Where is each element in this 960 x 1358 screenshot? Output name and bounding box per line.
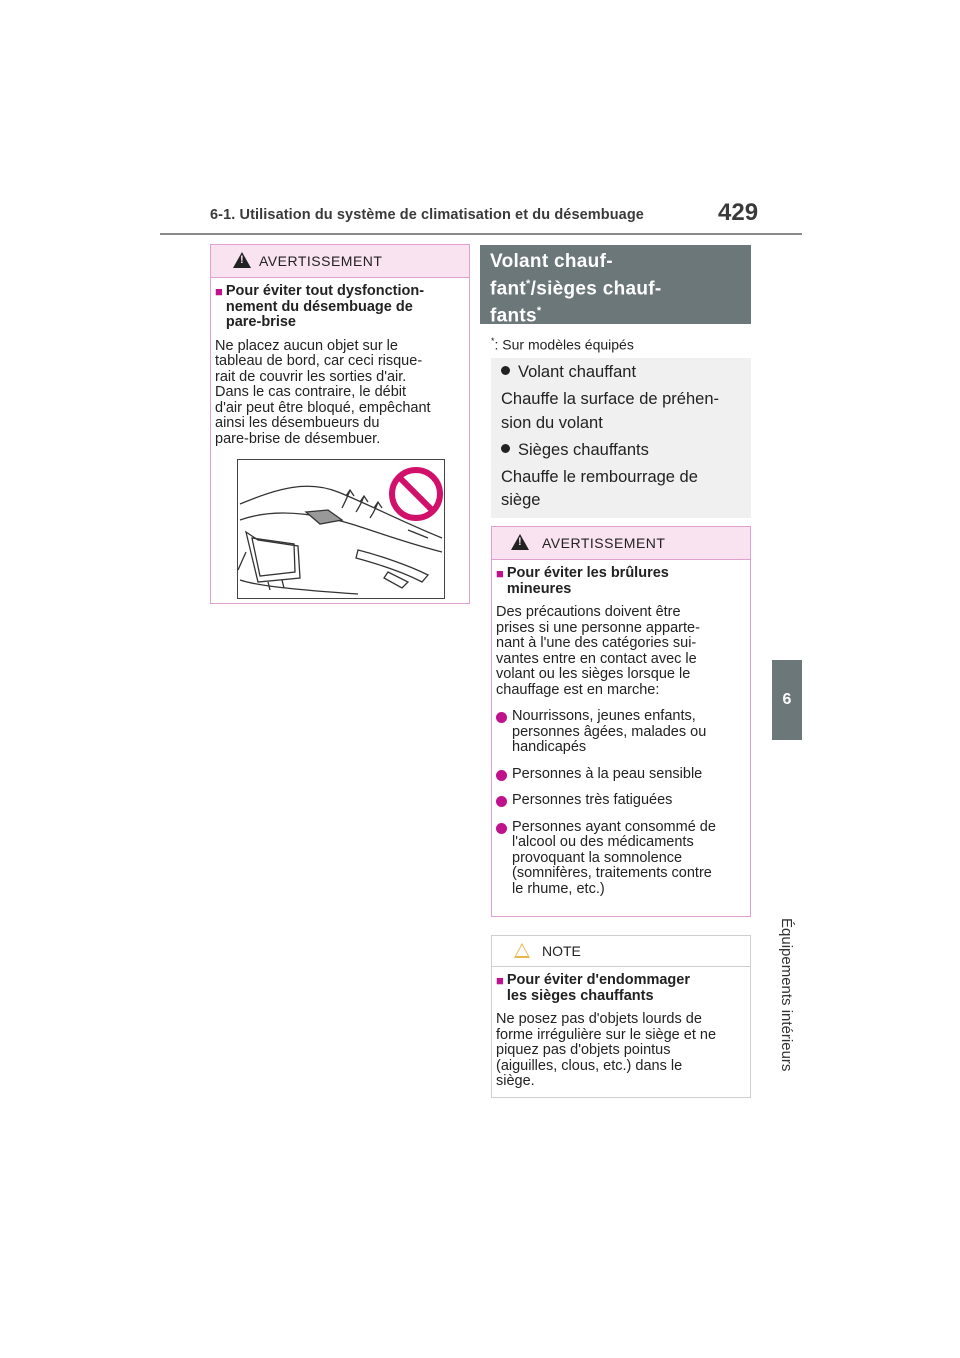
dot-bullet-icon xyxy=(496,712,507,723)
bullet-icon xyxy=(501,366,510,375)
page-number: 429 xyxy=(718,199,759,226)
square-bullet-icon: ■ xyxy=(215,284,223,299)
note-label: NOTE xyxy=(542,943,581,959)
square-bullet-icon: ■ xyxy=(496,973,504,988)
list-item: Personnes ayant consommé de l'alcool ou des médicaments provoquant la somnolence (somnifères, traitements contre le rhume, etc.) xyxy=(496,820,746,898)
warning-label: AVERTISSEMENT xyxy=(542,535,666,551)
info-desc-line: Chauffe la surface de préhen- xyxy=(501,390,720,408)
bullet-icon xyxy=(501,444,510,453)
note-box xyxy=(491,935,751,1098)
warning-header xyxy=(211,245,469,278)
dashboard-illustration xyxy=(237,459,445,599)
warning-heading: ■ Pour éviter les brûlures mineures xyxy=(496,565,669,597)
header-divider xyxy=(160,233,802,235)
square-bullet-icon: ■ xyxy=(496,566,504,581)
note-heading: ■ Pour éviter d'endommager les sièges chauffants xyxy=(496,972,690,1004)
chapter-tab-label xyxy=(752,918,795,1072)
footnote: *: Sur modèles équipés xyxy=(491,336,634,353)
section-heading-line2a: fant xyxy=(490,278,527,300)
info-desc-line: siège xyxy=(501,491,541,509)
warning-box-burns xyxy=(491,526,751,917)
warning-heading: ■ Pour éviter tout dysfonction- nement du désembuage de pare-brise xyxy=(215,283,425,330)
note-text: Ne posez pas d'objets lourds de forme irrégulière sur le siège et ne piquez pas d'objets pointus (aiguilles, clous, etc.) dans le siège. xyxy=(496,1011,717,1089)
dot-bullet-icon xyxy=(496,770,507,781)
note-header xyxy=(492,936,750,967)
warning-label: AVERTISSEMENT xyxy=(259,253,383,269)
caution-icon xyxy=(514,943,530,958)
warning-header xyxy=(492,527,750,560)
info-desc-line: sion du volant xyxy=(501,414,603,432)
asterisk: * xyxy=(526,278,531,290)
list-item: Personnes très fatiguées xyxy=(496,793,746,809)
section-heading-line2b: /sièges chauf- xyxy=(530,278,662,300)
chapter-label-text: Équipements intérieurs xyxy=(778,918,795,1072)
section-heading-line1: Volant chauf- xyxy=(490,251,613,272)
info-box xyxy=(491,358,751,518)
info-item-steering: Volant chauffant xyxy=(501,363,636,382)
section-heading xyxy=(480,245,751,327)
info-item-seats: Sièges chauffants xyxy=(501,441,649,460)
asterisk: * xyxy=(536,305,542,318)
warning-icon xyxy=(511,534,529,550)
dashboard-prohibited-icon xyxy=(238,460,444,598)
section-heading-line3: fants xyxy=(490,305,537,327)
list-item: Nourrissons, jeunes enfants, personnes âgées, malades ou handicapés xyxy=(496,709,746,756)
list-item: Personnes à la peau sensible xyxy=(496,767,746,783)
dot-bullet-icon xyxy=(496,796,507,807)
warning-icon xyxy=(233,252,251,268)
warning-text: Des précautions doivent être prises si une personne apparte- nant à l'une des catégories sui- vantes entre en contact avec le volant ou les sièges lorsque le chauffage est en marche: xyxy=(496,604,700,698)
chapter-tab-number[interactable]: 6 xyxy=(772,660,802,740)
warning-text: Ne placez aucun objet sur le tableau de bord, car ceci risque- rait de couvrir les sorties d'air. Dans le cas contraire, le débit d'air peut être bloqué, empêchant ainsi les désembueurs du pare-brise de désembuer. xyxy=(215,337,431,447)
dot-bullet-icon xyxy=(496,823,507,834)
page-header-title: 6-1. Utilisation du système de climatisation et du désembuage xyxy=(210,207,644,223)
info-desc-line: Chauffe le rembourrage de xyxy=(501,468,698,486)
